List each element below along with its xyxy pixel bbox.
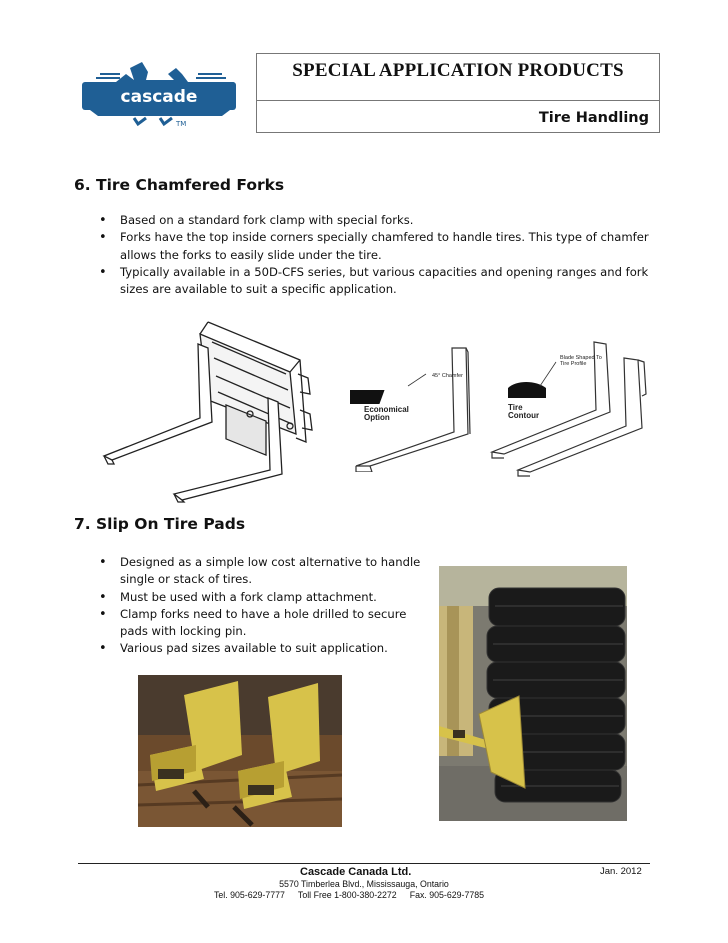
footer-fax: Fax. 905-629-7785 <box>409 890 485 900</box>
tire-pads-photo <box>138 675 342 827</box>
tire-contour-label: Tire Contour <box>508 403 540 420</box>
list-item: • Based on a standard fork clamp with special forks. <box>78 212 658 229</box>
header-box <box>256 53 660 133</box>
section-7-heading <box>74 515 245 533</box>
section-6-number: 6. <box>74 176 91 194</box>
section-6-title: Tire Chamfered Forks <box>96 176 285 194</box>
document-title: SPECIAL APPLICATION PRODUCTS <box>292 60 624 81</box>
list-item: • Designed as a simple low cost alternative to handle single or stack of tires. <box>78 554 430 589</box>
cascade-logo <box>76 58 244 132</box>
footer-address: 5570 Timberlea Blvd., Mississauga, Ontario <box>279 879 449 889</box>
footer-tel: Tel. 905-629-7777 <box>214 890 285 900</box>
chamfer-callout-label: 45° Chamfer <box>432 373 463 379</box>
footer-contacts <box>214 890 497 900</box>
section-7-number: 7. <box>74 515 91 533</box>
list-item: • Clamp forks need to have a hole drilled to secure pads with locking pin. <box>78 606 430 641</box>
list-item: • Typically available in a 50D-CFS series, but various capacities and opening ranges and fork sizes are available to suit a specific application. <box>78 264 658 299</box>
logo-text: cascade <box>120 87 198 107</box>
section-6-bullets <box>78 212 658 298</box>
footer-tollfree: Toll Free 1-800-380-2272 <box>297 890 397 900</box>
header-divider <box>257 100 659 101</box>
section-7-bullets <box>78 554 430 658</box>
section-7-title: Slip On Tire Pads <box>96 515 246 533</box>
list-item: • Must be used with a fork clamp attachment. <box>78 589 430 606</box>
logo-trademark: TM <box>176 120 187 128</box>
tire-stack-photo <box>439 566 627 821</box>
document-subtitle: Tire Handling <box>538 110 649 126</box>
economical-option-label: Economical Option <box>364 405 409 422</box>
section-6-heading <box>74 176 284 194</box>
fork-clamp-drawing <box>100 314 320 504</box>
blade-callout-label: Blade Shaped To Tire Profile <box>560 355 602 367</box>
list-item: • Forks have the top inside corners specially chamfered to handle tires. This type of chamfer allows the forks to easily slide under the tire. <box>78 229 658 264</box>
footer-company: Cascade Canada Ltd. <box>300 866 412 878</box>
footer-divider <box>78 863 650 864</box>
list-item: • Various pad sizes available to suit application. <box>78 640 430 657</box>
footer-date: Jan. 2012 <box>600 866 642 877</box>
